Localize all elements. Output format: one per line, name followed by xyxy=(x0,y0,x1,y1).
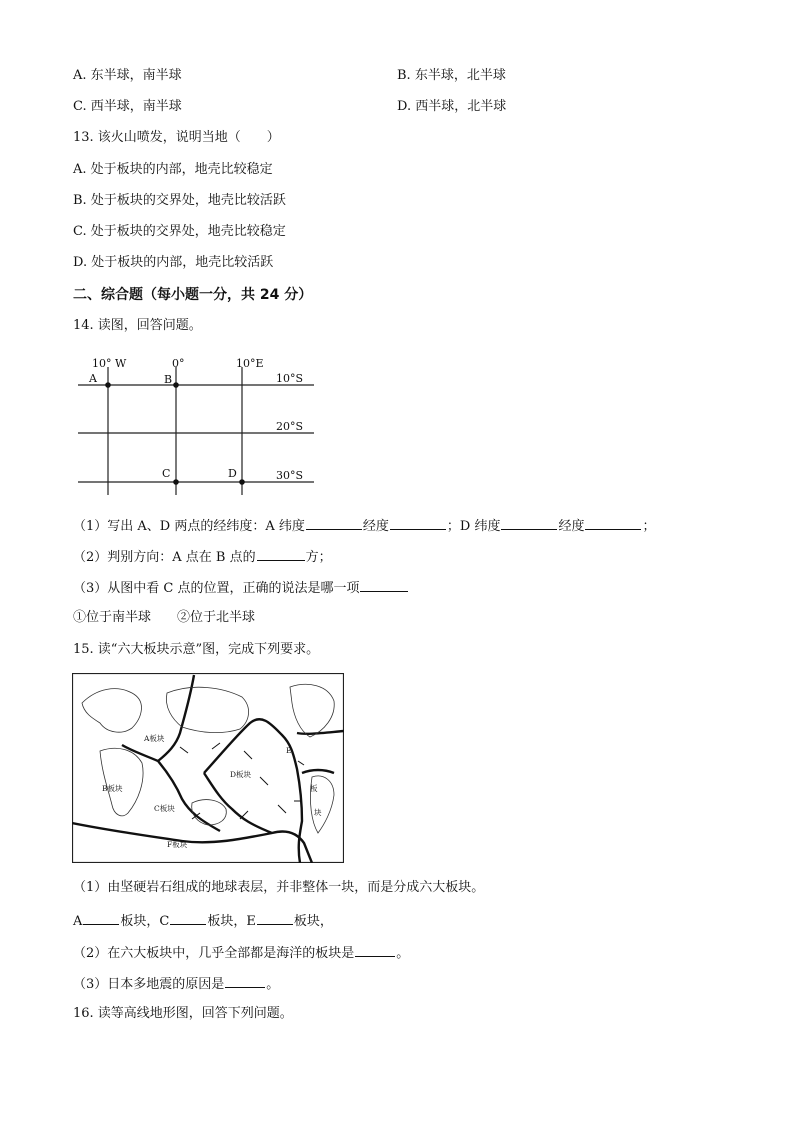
blank-a-longitude[interactable] xyxy=(390,516,446,530)
label-10e: 10°E xyxy=(236,357,264,370)
q14-part2-prefix: （2）判别方向：A 点在 B 点的 xyxy=(73,550,256,565)
q12-option-d: D. 西半球，北半球 xyxy=(397,99,507,114)
label-point-a: A xyxy=(89,372,97,385)
q14-part1-lon-word-2: 经度 xyxy=(558,519,585,534)
label-10s: 10°S xyxy=(276,372,304,385)
point-c-dot xyxy=(173,479,179,485)
label-plate-side-2: 块 xyxy=(314,808,322,817)
q14-stem: 14. 读图，回答问题。 xyxy=(73,318,202,333)
q15-part2-prefix: （2）在六大板块中，几乎全部都是海洋的板块是 xyxy=(73,946,355,961)
q12-option-a: A. 东半球，南半球 xyxy=(73,68,182,83)
q14-part1-lon-word-1: 经度 xyxy=(362,519,389,534)
q13-option-b: B. 处于板块的交界处，地壳比较活跃 xyxy=(73,193,286,208)
blank-plate-e[interactable] xyxy=(257,911,293,925)
blank-a-latitude[interactable] xyxy=(306,516,362,530)
q15-stem: 15. 读“六大板块示意”图，完成下列要求。 xyxy=(73,642,320,657)
q13-option-a: A. 处于板块的内部，地壳比较稳定 xyxy=(73,162,273,177)
point-b-dot xyxy=(173,382,179,388)
q12-option-b: B. 东半球，北半球 xyxy=(397,68,506,83)
blank-direction[interactable] xyxy=(257,547,305,561)
q14-choice-1: ①位于南半球 xyxy=(73,610,152,625)
label-20s: 20°S xyxy=(276,420,304,433)
label-plate-e: E xyxy=(286,746,292,755)
q15-part2-end: 。 xyxy=(396,946,410,961)
blank-plate-a[interactable] xyxy=(83,911,119,925)
blank-ocean-plate[interactable] xyxy=(355,943,395,957)
q15-part2 xyxy=(73,943,409,963)
label-plate-c: C板块 xyxy=(154,804,175,813)
label-point-c: C xyxy=(162,467,171,480)
label-plate-f: F板块 xyxy=(167,840,188,849)
label-10w: 10° W xyxy=(92,357,127,370)
label-plate-side-1: 板 xyxy=(310,784,318,793)
label-30s: 30°S xyxy=(276,469,304,482)
q14-part1 xyxy=(73,516,655,536)
label-0: 0° xyxy=(172,357,185,370)
blank-japan-earthquake[interactable] xyxy=(225,974,265,988)
q15-part3 xyxy=(73,974,279,994)
q14-part1-prefix: （1）写出 A、D 两点的经纬度：A 纬度 xyxy=(73,519,305,534)
lat-lon-grid-figure xyxy=(76,355,316,495)
q14-part3 xyxy=(73,578,409,598)
q16-stem: 16. 读等高线地形图，回答下列问题。 xyxy=(73,1006,293,1021)
q15-part1: （1）由坚硬岩石组成的地球表层，并非整体一块，而是分成六大板块。 xyxy=(73,880,485,895)
q15-part3-prefix: （3）日本多地震的原因是 xyxy=(73,977,225,992)
label-plate-b: B板块 xyxy=(102,784,123,793)
q15-part1-a: A xyxy=(73,914,83,929)
blank-plate-c[interactable] xyxy=(170,911,206,925)
section-heading: 二、综合题（每小题一分，共 24 分） xyxy=(73,287,313,303)
label-plate-d: D板块 xyxy=(230,770,252,779)
q15-part1-c-end: 板块，E xyxy=(207,914,256,929)
q14-part2 xyxy=(73,547,332,567)
blank-c-position[interactable] xyxy=(360,578,408,592)
q12-option-c: C. 西半球，南半球 xyxy=(73,99,182,114)
point-d-dot xyxy=(239,479,245,485)
label-point-d: D xyxy=(228,467,237,480)
six-plates-map-figure xyxy=(72,673,344,863)
blank-d-longitude[interactable] xyxy=(585,516,641,530)
point-a-dot xyxy=(105,382,111,388)
q14-choice-2: ②位于北半球 xyxy=(177,610,256,625)
q13-stem: 13. 该火山喷发，说明当地（ ） xyxy=(73,130,280,145)
q15-part3-end: 。 xyxy=(266,977,280,992)
q13-option-d: D. 处于板块的内部，地壳比较活跃 xyxy=(73,255,274,270)
q15-part1-e-end: 板块， xyxy=(293,914,333,929)
label-plate-a: A板块 xyxy=(144,734,165,743)
q14-part1-sep: ；D 纬度 xyxy=(446,519,501,534)
q15-part1-a-end: 板块，C xyxy=(120,914,170,929)
q14-part2-end: 方； xyxy=(305,550,332,565)
q14-choices xyxy=(73,609,255,627)
q13-option-c: C. 处于板块的交界处，地壳比较稳定 xyxy=(73,224,286,239)
q14-part1-end: ； xyxy=(642,519,656,534)
q15-part1-blanks xyxy=(73,911,333,931)
q14-part3-prefix: （3）从图中看 C 点的位置，正确的说法是哪一项 xyxy=(73,581,360,596)
blank-d-latitude[interactable] xyxy=(501,516,557,530)
label-point-b: B xyxy=(164,373,173,386)
